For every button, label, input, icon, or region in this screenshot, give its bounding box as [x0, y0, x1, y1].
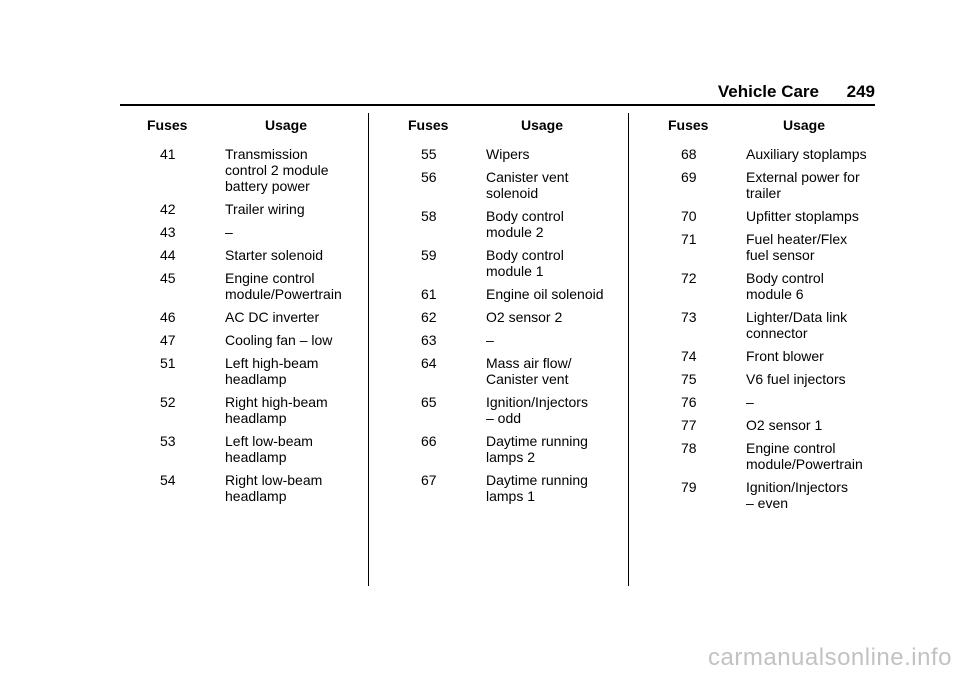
table-row [408, 472, 623, 504]
column-header [147, 117, 362, 133]
fuse-usage: Body control module 6 [746, 270, 824, 302]
fuse-usage: Upfitter stoplamps [746, 208, 859, 224]
table-row [668, 371, 883, 387]
table-row [147, 201, 362, 217]
table-row [408, 394, 623, 426]
fuse-usage: Starter solenoid [225, 247, 324, 263]
fuse-number: 44 [160, 247, 176, 263]
fuse-number: 58 [421, 208, 437, 224]
fuse-number: 63 [421, 332, 437, 348]
fuse-usage: – [486, 332, 494, 348]
table-row [147, 332, 362, 348]
fuse-number: 43 [160, 224, 176, 240]
fuse-usage: Auxiliary stoplamps [746, 146, 867, 162]
usage-header: Usage [265, 117, 308, 133]
fuse-usage: Body control module 1 [486, 247, 564, 279]
table-row [147, 309, 362, 325]
fuse-usage: Mass air flow/ Canister vent [486, 355, 572, 387]
table-row [147, 146, 362, 194]
column-divider [368, 113, 369, 586]
fuse-number: 56 [421, 169, 437, 185]
fuse-usage: Trailer wiring [225, 201, 305, 217]
table-row [668, 440, 883, 472]
fuse-table-column-2 [408, 117, 623, 511]
fuse-usage: Left high-beam headlamp [225, 355, 319, 387]
fuse-usage: Daytime running lamps 2 [486, 433, 588, 465]
fuse-number: 68 [681, 146, 697, 162]
table-row [668, 348, 883, 364]
fuse-number: 74 [681, 348, 697, 364]
table-row [668, 146, 883, 162]
table-row [668, 208, 883, 224]
table-row [408, 355, 623, 387]
fuse-number: 46 [160, 309, 176, 325]
fuse-usage: Daytime running lamps 1 [486, 472, 588, 504]
table-row [668, 169, 883, 201]
fuses-header: Fuses [668, 117, 709, 133]
fuse-number: 79 [681, 479, 697, 495]
fuse-number: 65 [421, 394, 437, 410]
fuse-number: 61 [421, 286, 437, 302]
fuse-usage: Cooling fan – low [225, 332, 333, 348]
fuse-number: 55 [421, 146, 437, 162]
fuse-number: 54 [160, 472, 176, 488]
fuse-usage: V6 fuel injectors [746, 371, 846, 387]
section-title: Vehicle Care [717, 82, 819, 101]
header-rule [120, 104, 875, 106]
table-row [147, 247, 362, 263]
fuse-number: 67 [421, 472, 437, 488]
fuse-usage: O2 sensor 1 [746, 417, 823, 433]
fuse-usage: Canister vent solenoid [486, 169, 569, 201]
table-row [147, 224, 362, 240]
fuse-usage: Right high-beam headlamp [225, 394, 328, 426]
fuse-number: 72 [681, 270, 697, 286]
fuse-usage: – [746, 394, 754, 410]
fuse-usage: External power for trailer [746, 169, 860, 201]
column-header [408, 117, 623, 133]
fuse-number: 71 [681, 231, 697, 247]
fuse-usage: Engine oil solenoid [486, 286, 604, 302]
table-row [668, 394, 883, 410]
usage-header: Usage [521, 117, 564, 133]
table-row [408, 286, 623, 302]
watermark: carmanualsonline.info [708, 644, 952, 671]
table-row [147, 472, 362, 504]
table-row [668, 309, 883, 341]
fuse-number: 51 [160, 355, 176, 371]
fuse-number: 70 [681, 208, 697, 224]
table-row [147, 433, 362, 465]
fuse-number: 75 [681, 371, 697, 387]
table-row [408, 309, 623, 325]
fuse-usage: O2 sensor 2 [486, 309, 563, 325]
page-number: 249 [846, 82, 875, 101]
fuse-usage: Engine control module/Powertrain [225, 270, 342, 302]
table-row [408, 332, 623, 348]
fuse-rows [408, 146, 623, 504]
fuse-number: 45 [160, 270, 176, 286]
table-row [408, 247, 623, 279]
fuse-number: 78 [681, 440, 697, 456]
fuse-rows [147, 146, 362, 504]
table-row [408, 208, 623, 240]
table-row [147, 355, 362, 387]
fuse-usage: Lighter/Data link connector [746, 309, 848, 341]
fuse-number: 42 [160, 201, 176, 217]
fuse-usage: Left low-beam headlamp [225, 433, 313, 465]
fuse-table-column-3 [668, 117, 883, 518]
fuse-usage: Ignition/Injectors – even [746, 479, 848, 511]
fuse-usage: Wipers [486, 146, 530, 162]
column-divider [628, 113, 629, 586]
fuse-usage: – [225, 224, 233, 240]
table-row [668, 231, 883, 263]
fuse-usage: Transmission control 2 module battery power [225, 146, 329, 194]
fuse-usage: AC DC inverter [225, 309, 320, 325]
fuse-usage: Front blower [746, 348, 824, 364]
fuse-usage: Engine control module/Powertrain [746, 440, 863, 472]
fuse-usage: Fuel heater/Flex fuel sensor [746, 231, 848, 263]
table-row [408, 433, 623, 465]
fuse-table-column-1 [147, 117, 362, 511]
fuse-number: 76 [681, 394, 697, 410]
fuses-header: Fuses [147, 117, 188, 133]
fuses-header: Fuses [408, 117, 449, 133]
fuse-number: 47 [160, 332, 176, 348]
fuse-number: 73 [681, 309, 697, 325]
fuse-number: 62 [421, 309, 437, 325]
fuse-number: 59 [421, 247, 437, 263]
table-row [408, 146, 623, 162]
table-row [668, 417, 883, 433]
table-row [668, 479, 883, 511]
fuse-usage: Ignition/Injectors – odd [486, 394, 588, 426]
column-header [668, 117, 883, 133]
table-row [147, 270, 362, 302]
fuse-number: 52 [160, 394, 176, 410]
table-row [147, 394, 362, 426]
fuse-usage: Right low-beam headlamp [225, 472, 323, 504]
table-row [408, 169, 623, 201]
fuse-number: 53 [160, 433, 176, 449]
fuse-number: 41 [160, 146, 176, 162]
table-row [668, 270, 883, 302]
fuse-usage: Body control module 2 [486, 208, 564, 240]
fuse-rows [668, 146, 883, 511]
fuse-number: 77 [681, 417, 697, 433]
fuse-number: 66 [421, 433, 437, 449]
usage-header: Usage [783, 117, 826, 133]
fuse-number: 69 [681, 169, 697, 185]
fuse-number: 64 [421, 355, 437, 371]
page-header [120, 82, 875, 102]
